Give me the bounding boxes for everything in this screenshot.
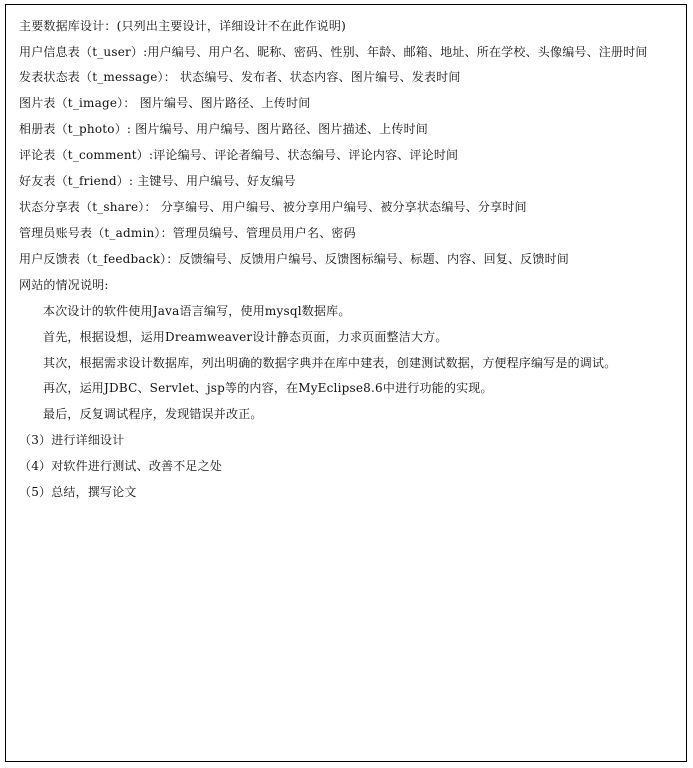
table-comment: 评论表（t_comment）:评论编号、评论者编号、状态编号、评论内容、评论时间 <box>19 148 459 162</box>
table-image: 图片表（t_image）： 图片编号、图片路径、上传时间 <box>19 96 311 110</box>
document-body <box>19 13 689 505</box>
site-note-language: 本次设计的软件使用Java语言编写，使用mysql数据库。 <box>43 304 351 318</box>
table-feedback: 用户反馈表（t_feedback）：反馈编号、反馈用户编号、反馈图标编号、标题、内容、回复、反馈时间 <box>19 252 569 266</box>
document-frame <box>5 4 687 762</box>
db-design-heading: 主要数据库设计：(只列出主要设计，详细设计不在此作说明) <box>19 19 346 33</box>
step-5: （5）总结，撰写论文 <box>19 485 137 499</box>
step-3: （3）进行详细设计 <box>19 433 125 447</box>
table-message: 发表状态表（t_message）： 状态编号、发布者、状态内容、图片编号、发表时间 <box>19 70 461 84</box>
site-note-first: 首先，根据设想，运用Dreamweaver设计静态页面，力求页面整洁大方。 <box>43 330 448 344</box>
site-note-second: 其次，根据需求设计数据库，列出明确的数据字典并在库中建表，创建测试数据，方便程序编写是的调试。 <box>43 356 617 370</box>
table-share: 状态分享表（t_share）： 分享编号、用户编号、被分享用户编号、被分享状态编号、分享时间 <box>19 200 527 214</box>
table-user: 用户信息表（t_user）:用户编号、用户名、昵称、密码、性别、年龄、邮箱、地址、所在学校、头像编号、注册时间 <box>19 45 648 59</box>
site-note-third: 再次，运用JDBC、Servlet、jsp等的内容，在MyEclipse8.6中进行功能的实现。 <box>43 381 493 395</box>
step-4: （4）对软件进行测试、改善不足之处 <box>19 459 223 473</box>
site-note-last: 最后，反复调试程序，发现错误并改正。 <box>43 407 263 421</box>
table-admin: 管理员账号表（t_admin）：管理员编号、管理员用户名、密码 <box>19 226 356 240</box>
table-friend: 好友表（t_friend）: 主键号、用户编号、好友编号 <box>19 174 296 188</box>
site-heading: 网站的情况说明: <box>19 278 109 292</box>
table-photo: 相册表（t_photo）: 图片编号、用户编号、图片路径、图片描述、上传时间 <box>19 122 428 136</box>
